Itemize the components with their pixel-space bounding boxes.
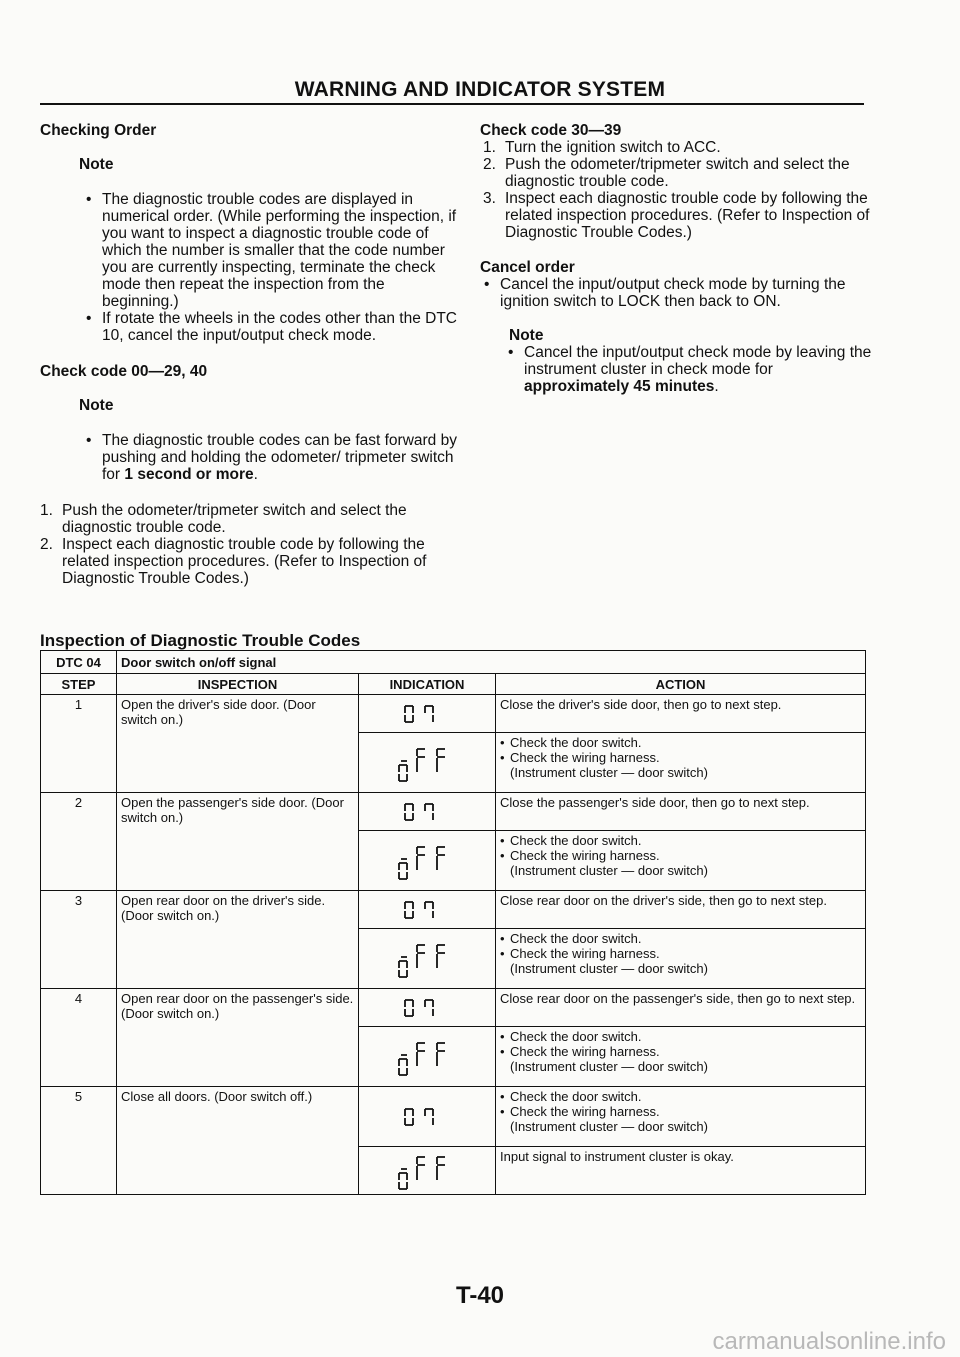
- col-action-header: ACTION: [496, 674, 866, 695]
- inspection-cell: Open rear door on the driver's side. (Door switch on.): [117, 891, 359, 989]
- numbered-step: [483, 156, 880, 190]
- step-number: 2.: [483, 156, 496, 173]
- table-row: [41, 1087, 866, 1147]
- cluster-note: (Instrument cluster — door switch): [510, 765, 708, 780]
- right-column: [480, 122, 880, 395]
- inspection-cell: Close all doors. (Door switch off.): [117, 1087, 359, 1195]
- action-bullet: • Check the door switch.: [500, 833, 861, 848]
- bullet-item: • Cancel the input/output check mode by turning the ignition switch to LOCK then back to ON.: [474, 276, 880, 310]
- step-number-cell: 1: [41, 695, 117, 793]
- col-step-header: STEP: [41, 674, 117, 695]
- bullet-text: The diagnostic trouble codes can be fast forward by pushing and holding the odometer/ tripmeter switch for: [102, 432, 457, 483]
- note-label-1: Note: [79, 156, 114, 173]
- bullet-text-end: .: [714, 378, 719, 395]
- indication-fail-display: [359, 1027, 496, 1087]
- numbered-step: [40, 536, 460, 587]
- segment-display-fail-icon: [387, 841, 467, 881]
- indication-04-display: [359, 793, 496, 831]
- segment-display-04-icon: [397, 799, 457, 825]
- step-number-cell: 3: [41, 891, 117, 989]
- indication-04-display: [359, 1087, 496, 1147]
- action-bullet: • Check the door switch.: [500, 735, 861, 750]
- title-rule: [40, 103, 864, 105]
- col-indication-header: INDICATION: [359, 674, 496, 695]
- col-inspection-header: INSPECTION: [117, 674, 359, 695]
- cluster-note: (Instrument cluster — door switch): [510, 1119, 708, 1134]
- inspection-section-title: Inspection of Diagnostic Trouble Codes: [40, 631, 361, 650]
- action-bullet: • Check the door switch.: [500, 1089, 861, 1104]
- step-text: Push the odometer/tripmeter switch and select the diagnostic trouble code.: [505, 156, 850, 190]
- indication-fail-display: [359, 929, 496, 989]
- indication-fail-display: [359, 733, 496, 793]
- segment-display-fail-icon: [387, 1037, 467, 1077]
- action-ok-cell: Close the passenger's side door, then go to next step.: [496, 793, 866, 831]
- inspection-cell: Open the passenger's side door. (Door switch on.): [117, 793, 359, 891]
- dtc-header-row: [41, 651, 866, 674]
- action-bullet: • Check the wiring harness.: [500, 946, 861, 961]
- segment-display-04-icon: [397, 995, 457, 1021]
- left-column: [40, 122, 460, 587]
- segment-display-fail-icon: [387, 939, 467, 979]
- action-fail-cell: [496, 831, 866, 891]
- action-bullet: • Check the wiring harness.: [500, 750, 861, 765]
- action-fail-cell: [496, 1027, 866, 1087]
- step-number: 2.: [40, 536, 53, 553]
- action-ok-cell: Close the driver's side door, then go to next step.: [496, 695, 866, 733]
- action-ok-cell: Close rear door on the passenger's side, then go to next step.: [496, 989, 866, 1027]
- action-fail-cell: [496, 733, 866, 793]
- indication-fail-display: [359, 1147, 496, 1195]
- step-number: 1.: [483, 139, 496, 156]
- action-ok-cell: Input signal to instrument cluster is okay.: [496, 1147, 866, 1195]
- indication-04-display: [359, 891, 496, 929]
- segment-display-04-icon: [397, 701, 457, 727]
- cluster-note: (Instrument cluster — door switch): [510, 1059, 708, 1074]
- step-text: Turn the ignition switch to ACC.: [505, 139, 721, 156]
- action-fail-cell: [496, 1087, 866, 1147]
- segment-display-04-icon: [397, 1104, 457, 1130]
- table-row: [41, 695, 866, 733]
- cluster-note: (Instrument cluster — door switch): [510, 863, 708, 878]
- column-header-row: [41, 674, 866, 695]
- checking-order-heading: Checking Order: [40, 122, 157, 139]
- cluster-note: (Instrument cluster — door switch): [510, 961, 708, 976]
- indication-fail-display: [359, 831, 496, 891]
- numbered-step: [483, 190, 880, 241]
- action-ok-cell: Close rear door on the driver's side, then go to next step.: [496, 891, 866, 929]
- check-code-00-29-heading: Check code 00—29, 40: [40, 363, 208, 380]
- inspection-cell: Open rear door on the passenger's side. (Door switch on.): [117, 989, 359, 1087]
- step-text: Push the odometer/tripmeter switch and select the diagnostic trouble code.: [62, 502, 407, 536]
- bullet-item: [76, 432, 460, 483]
- numbered-step: [40, 502, 460, 536]
- table-row: [41, 989, 866, 1027]
- step-number: 3.: [483, 190, 496, 207]
- bullet-item: • The diagnostic trouble codes are displayed in numerical order. (While performing the inspection, if you want to inspect a diagnostic trouble code of which the number is smaller that the code number you are currently inspecting, terminate the check mode then repeat the inspection from the beginning.): [76, 191, 460, 310]
- page-title: WARNING AND INDICATOR SYSTEM: [294, 78, 666, 101]
- action-bullet: • Check the door switch.: [500, 1029, 861, 1044]
- watermark: carmanualsonline.info: [712, 1328, 946, 1355]
- page-number: T-40: [455, 1282, 505, 1309]
- indication-04-display: [359, 989, 496, 1027]
- bullet-bold-text: approximately 45 minutes: [524, 378, 715, 395]
- step-text: Inspect each diagnostic trouble code by following the related inspection procedures. (Refer to Inspection of Diagnostic Trouble Codes.): [505, 190, 870, 241]
- dtc-description: Door switch on/off signal: [117, 651, 866, 674]
- segment-display-fail-icon: [387, 1151, 467, 1191]
- step-text: Inspect each diagnostic trouble code by following the related inspection procedures. (Refer to Inspection of Diagnostic Trouble Codes.): [62, 536, 427, 587]
- action-bullet: • Check the door switch.: [500, 931, 861, 946]
- step-number-cell: 4: [41, 989, 117, 1087]
- note-label-3: Note: [509, 327, 544, 344]
- bullet-bold-text: 1 second or more: [124, 466, 254, 483]
- table-row: [41, 891, 866, 929]
- action-fail-cell: [496, 929, 866, 989]
- bullet-text-end: .: [253, 466, 258, 483]
- step-number: 1.: [40, 502, 53, 519]
- inspection-cell: Open the driver's side door. (Door switch on.): [117, 695, 359, 793]
- cancel-order-heading: Cancel order: [480, 259, 575, 276]
- action-bullet: • Check the wiring harness.: [500, 848, 861, 863]
- step-number-cell: 5: [41, 1087, 117, 1195]
- note-label-2: Note: [79, 397, 114, 414]
- dtc-code: DTC 04: [41, 651, 117, 674]
- bullet-item: [498, 344, 880, 395]
- indication-04-display: [359, 695, 496, 733]
- bullet-item: • If rotate the wheels in the codes other than the DTC 10, cancel the input/output check mode.: [76, 310, 460, 344]
- action-bullet: • Check the wiring harness.: [500, 1044, 861, 1059]
- check-code-30-39-heading: Check code 30—39: [480, 122, 622, 139]
- segment-display-04-icon: [397, 897, 457, 923]
- action-bullet: • Check the wiring harness.: [500, 1104, 861, 1119]
- bullet-text: Cancel the input/output check mode by leaving the instrument cluster in check mode for: [524, 344, 872, 378]
- numbered-step: [483, 139, 880, 156]
- dtc-04-table: [40, 650, 866, 1195]
- table-row: [41, 793, 866, 831]
- segment-display-fail-icon: [387, 743, 467, 783]
- step-number-cell: 2: [41, 793, 117, 891]
